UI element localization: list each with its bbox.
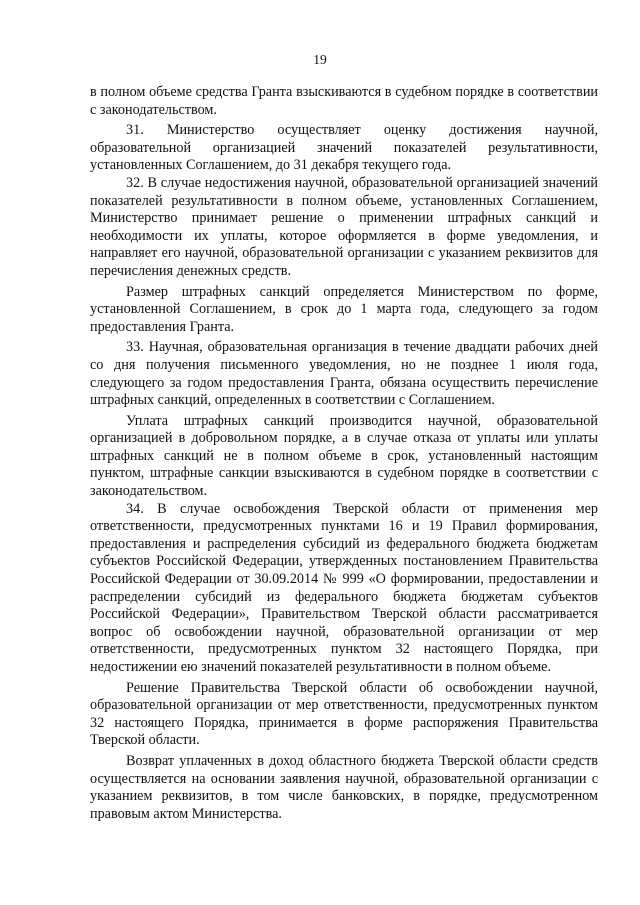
paragraph-32-penalty-size: Размер штрафных санкций определяется Министерством по форме, установленной Соглашением, в срок до 1 марта года, следующего за годом предоставления Гранта.: [90, 283, 598, 335]
paragraph-31: 31. Министерство осуществляет оценку достижения научной, образовательной организацией значений показателей результативности, установленных Соглашением, до 31 декабря текущего года.: [90, 122, 598, 174]
paragraph-34: 34. В случае освобождения Тверской области от применения мер ответственности, предусмотренных пунктами 16 и 19 Правил формирования, предоставления и распределения субсидий из федерального бюджета бюджетам субъектов Российской Федерации, утвержденных постановлением Правительства Российской Федерации от 30.09.2014 № 999 «О формировании, предоставлении и распределении субсидий из федерального бюджета бюджетам субъектов Российской Федерации», Правительством Тверской области рассматривается вопрос об освобождении научной, образовательной организации от мер ответственности, предусмотренных пунктом 32 настоящего Порядка, при недостижении ею значений показателей результативности в полном объеме.: [90, 500, 598, 675]
paragraph-32: 32. В случае недостижения научной, образовательной организацией значений показателей результативности в полном объеме, установленных Соглашением, Министерство принимает решение о применении штрафных санкций и необходимости их уплаты, которое оформляется в форме уведомления, и направляет его научной, образовательной организации с указанием реквизитов для перечисления денежных средств.: [90, 174, 598, 279]
page-number: 19: [313, 52, 327, 67]
paragraph-33: 33. Научная, образовательная организация в течение двадцати рабочих дней со дня получения письменного уведомления, но не позднее 1 июля года, следующего за годом предоставления Гранта, обязана осуществить перечисление штрафных санкций, определенных в соответствии с Соглашением.: [90, 339, 598, 409]
paragraph-33-payment: Уплата штрафных санкций производится научной, образовательной организацией в добровольном порядке, а в случае отказа от уплаты или уплаты штрафных санкций не в полном объеме в срок, установленный настоящим пунктом, штрафные санкции взыскиваются в судебном порядке в соответствии с законодательством.: [90, 412, 598, 500]
paragraph-34-decision: Решение Правительства Тверской области об освобождении научной, образовательной организации от мер ответственности, предусмотренных пунктом 32 настоящего Порядка, принимается в форме распоряжения Правительства Тверской области.: [90, 679, 598, 749]
paragraph-continuation: в полном объеме средства Гранта взыскиваются в судебном порядке в соответствии с законодательством.: [90, 84, 598, 118]
paragraph-34-refund: Возврат уплаченных в доход областного бюджета Тверской области средств осуществляется на основании заявления научной, образовательной организации с указанием реквизитов, в том числе банковских, в порядке, предусмотренном правовым актом Министерства.: [90, 752, 598, 822]
document-body: [90, 84, 598, 823]
